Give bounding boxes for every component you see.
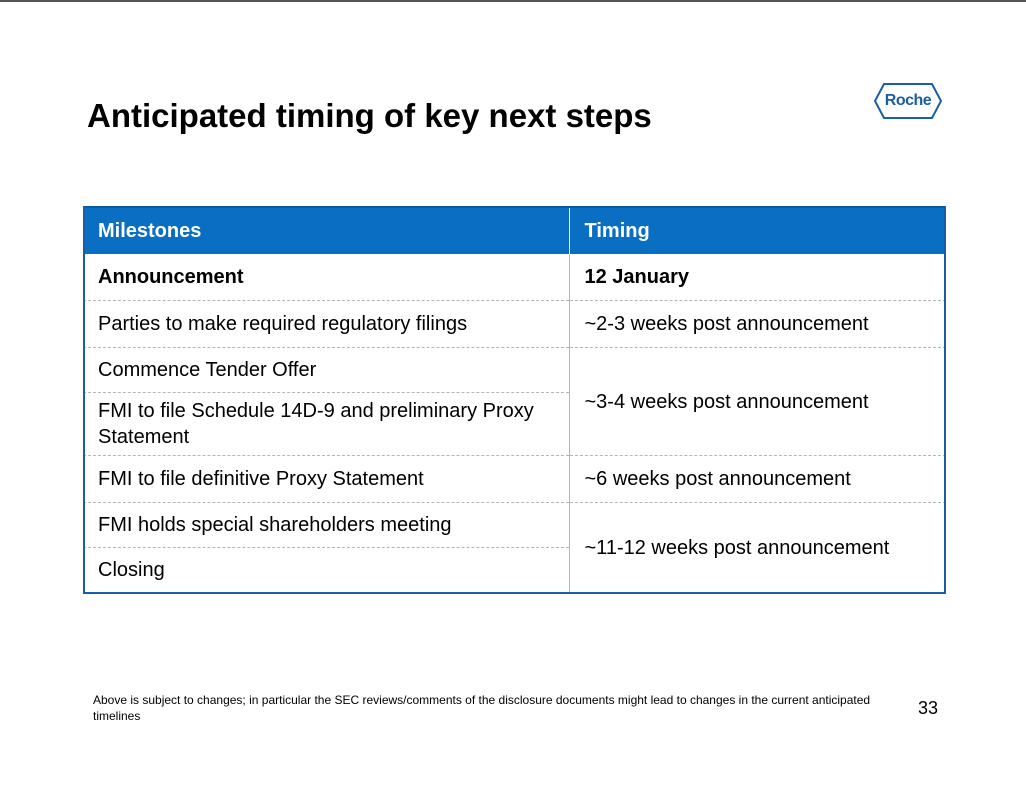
table-row — [83, 301, 946, 348]
milestone-cell: FMI holds special shareholders meeting — [83, 503, 569, 548]
table-frame-left — [83, 206, 85, 593]
header-milestones: Milestones — [83, 207, 569, 254]
timing-cell: ~6 weeks post announcement — [569, 456, 946, 503]
milestone-cell: FMI to file Schedule 14D-9 and preliminary Proxy Statement — [83, 393, 569, 456]
timing-cell: ~2-3 weeks post announcement — [569, 301, 946, 348]
table-row — [83, 456, 946, 503]
table-row — [83, 503, 946, 548]
milestones-table — [83, 206, 946, 594]
milestone-cell: Announcement — [83, 254, 569, 301]
milestone-cell: FMI to file definitive Proxy Statement — [83, 456, 569, 503]
milestone-cell: Commence Tender Offer — [83, 348, 569, 393]
timing-cell: ~3-4 weeks post announcement — [569, 348, 946, 456]
milestone-cell: Closing — [83, 548, 569, 594]
timing-cell: ~11-12 weeks post announcement — [569, 503, 946, 594]
table-row — [83, 348, 946, 393]
roche-logo — [873, 82, 943, 120]
timing-cell: 12 January — [569, 254, 946, 301]
top-rule — [0, 0, 1026, 2]
page-number: 33 — [918, 698, 939, 718]
milestone-cell: Parties to make required regulatory filings — [83, 301, 569, 348]
table-header-row — [83, 207, 946, 254]
header-timing: Timing — [569, 207, 946, 254]
footnote: Above is subject to changes; in particular the SEC reviews/comments of the disclosure documents might lead to changes in the current anticipated timelines — [93, 693, 871, 723]
slide-title: Anticipated timing of key next steps — [87, 97, 652, 134]
table-row — [83, 254, 946, 301]
logo-text: Roche — [884, 92, 932, 109]
table-frame-right — [944, 206, 946, 593]
